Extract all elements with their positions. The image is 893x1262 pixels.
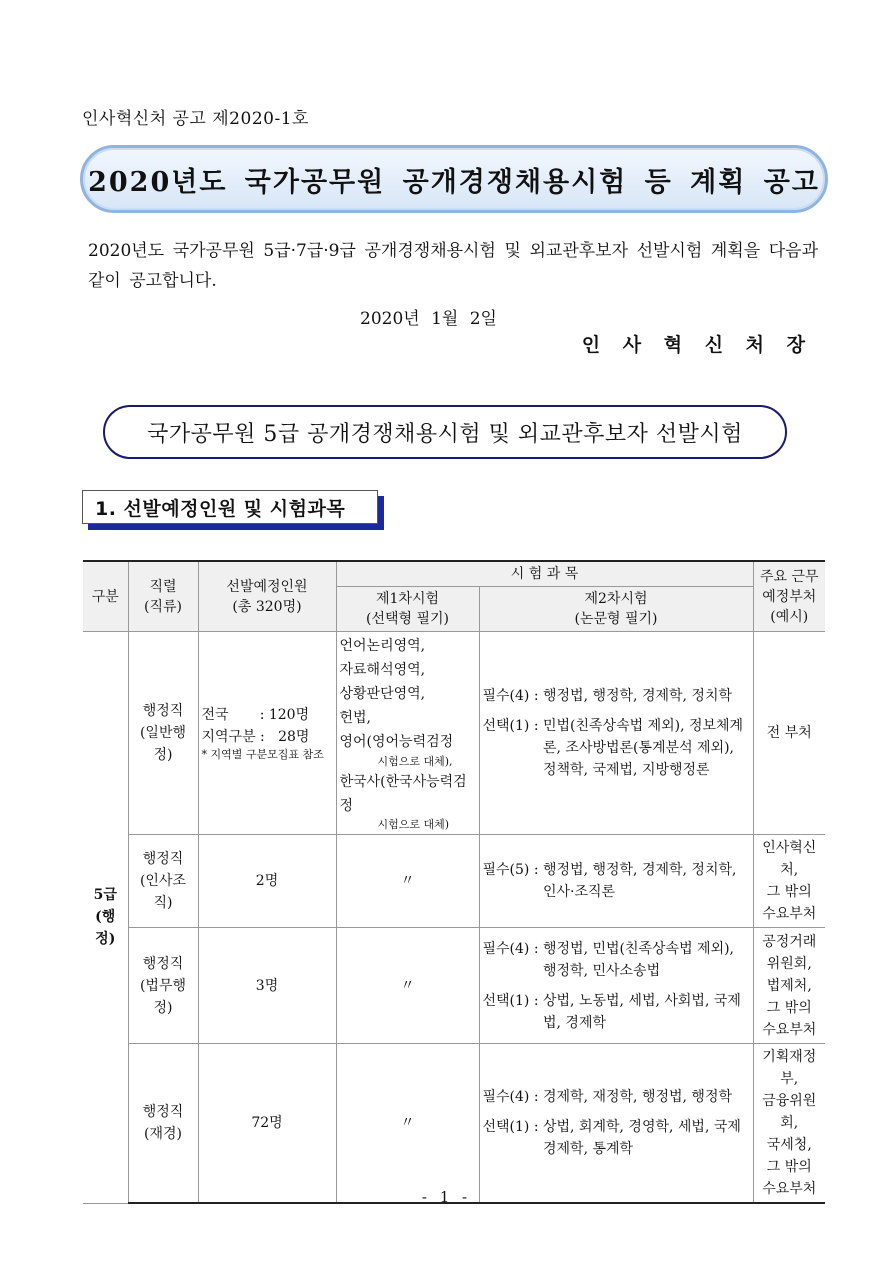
quota-cell: 3명 <box>198 928 336 1044</box>
first-subject-line: 상황판단영역, <box>339 686 426 702</box>
required-list: 행정법, 민법(친족상속법 제외), 행정학, 민사소송법 <box>543 940 735 979</box>
first-subject-line: 시험으로 대체), <box>377 755 453 768</box>
job-sub: (인사조직) <box>139 873 187 911</box>
table-row <box>83 928 825 1044</box>
required-subjects <box>483 1086 750 1108</box>
dept-line: 위원회, <box>766 955 812 972</box>
required-label: 필수(4) : <box>482 940 539 957</box>
job-cell <box>128 1044 198 1204</box>
job-cell <box>128 632 198 835</box>
required-label: 필수(5) : <box>482 862 539 878</box>
second-exam-cell <box>479 835 753 928</box>
grade-label: 5급 <box>93 887 117 904</box>
elective-subjects <box>483 715 750 781</box>
required-subjects <box>483 859 750 903</box>
required-subjects <box>483 685 750 707</box>
dept-cell <box>753 835 825 928</box>
elective-subjects <box>483 990 750 1034</box>
header-second-exam <box>479 587 753 632</box>
dept-line: 금융위원회, <box>762 1093 817 1131</box>
recruitment-table <box>83 560 825 1204</box>
dept-line: 그 밖의 <box>766 1159 812 1175</box>
required-list: 경제학, 재정학, 행정법, 행정학 <box>543 1089 732 1105</box>
first-subject-line: 언어논리영역, <box>339 638 426 654</box>
first-subject-line: 영어(영어능력검정 <box>339 734 454 750</box>
header-subjects: 시 험 과 목 <box>336 561 753 587</box>
second-exam-cell <box>479 928 753 1044</box>
required-label: 필수(4) : <box>482 688 539 704</box>
job-name: 행정직 <box>142 1104 184 1120</box>
header-second-sub: (논문형 필기) <box>574 611 658 627</box>
header-dept-label: 주요 근무 <box>759 568 819 585</box>
dept-line: 인사혁신처, <box>762 840 817 878</box>
elective-label: 선택(1) : <box>482 718 539 734</box>
first-subject-line: 자료해석영역, <box>339 662 426 678</box>
dept-line: 그 밖의 <box>766 884 812 900</box>
header-first-exam <box>336 587 479 632</box>
quota-cell: 72명 <box>198 1044 336 1204</box>
header-quota-label: 선발예정인원 <box>226 578 308 595</box>
table-row <box>83 632 825 835</box>
intro-paragraph: 2020년도 국가공무원 5급·7급·9급 공개경쟁채용시험 및 외교관후보자 선발시험 계획을 다음과 같이 공고합니다. <box>88 241 818 291</box>
ditto-mark: 〃 <box>336 835 479 928</box>
dept-line: 수요부처 <box>762 906 817 922</box>
required-subjects <box>483 938 750 982</box>
elective-list: 상법, 노동법, 세법, 사회법, 국제법, 경제학 <box>543 992 741 1031</box>
dept-line: 수요부처 <box>762 1021 817 1038</box>
subsection-heading-box <box>82 490 378 524</box>
elective-label: 선택(1) : <box>482 992 539 1009</box>
grade-cell <box>83 632 128 1204</box>
required-list: 행정법, 행정학, 경제학, 정치학, 인사·조직론 <box>543 862 737 900</box>
ditto-mark: 〃 <box>336 928 479 1044</box>
dept-line: 공정거래 <box>762 933 817 950</box>
header-quota <box>198 561 336 632</box>
elective-label: 선택(1) : <box>482 1119 539 1135</box>
first-subject-line: 헌법, <box>339 710 371 726</box>
table-row <box>83 835 825 928</box>
job-cell <box>128 928 198 1044</box>
section-title-box <box>103 405 787 459</box>
header-job-label: 직렬 <box>149 578 177 595</box>
quota-note: * 지역별 구분모집표 참조 <box>201 748 324 761</box>
quota-cell: 2명 <box>198 835 336 928</box>
first-exam-cell <box>336 632 479 835</box>
announcement-date: 2020년 1월 2일 <box>360 309 497 329</box>
dept-line: 법제처, <box>766 977 812 994</box>
notice-number: 인사혁신처 공고 제2020-1호 <box>82 109 309 129</box>
header-division: 구분 <box>83 561 128 632</box>
job-name: 행정직 <box>142 851 184 867</box>
first-subject-line: 시험으로 대체) <box>377 818 450 831</box>
required-list: 행정법, 행정학, 경제학, 정치학 <box>543 688 732 704</box>
header-first-label: 제1차시험 <box>375 591 439 607</box>
second-exam-cell <box>479 632 753 835</box>
job-name: 행정직 <box>142 955 184 972</box>
second-exam-cell <box>479 1044 753 1204</box>
quota-cell <box>198 632 336 835</box>
first-subject-line: 한국사(한국사능력검정 <box>339 774 467 814</box>
job-sub: (법무행정) <box>139 977 187 1016</box>
page-number: - 1 - <box>421 1188 472 1206</box>
job-name: 행정직 <box>142 703 184 719</box>
subsection-heading: 1. 선발예정인원 및 시험과목 <box>95 497 346 520</box>
elective-list: 민법(친족상속법 제외), 정보체계론, 조사방법론(통계분석 제외), 정책학, 국제법, 지방행정론 <box>543 718 744 778</box>
dept-cell <box>753 928 825 1044</box>
job-cell <box>128 835 198 928</box>
elective-list: 상법, 회계학, 경영학, 세법, 국제경제학, 통계학 <box>543 1119 741 1157</box>
dept-line: 국세청, <box>766 1137 812 1153</box>
dept-line: 그 밖의 <box>766 999 812 1016</box>
elective-subjects <box>483 1116 750 1160</box>
dept-line: 기획재정부, <box>762 1049 817 1087</box>
header-quota-sub: (총 320명) <box>232 598 302 615</box>
dept-cell <box>753 1044 825 1204</box>
issuer-name: 인 사 혁 신 처 장 <box>581 334 813 356</box>
grade-sub: (행정) <box>95 909 116 948</box>
header-dept-sub: (예시) <box>770 608 809 625</box>
job-sub: (재경) <box>144 1126 182 1142</box>
dept-cell <box>753 632 825 835</box>
announcement-title-box <box>80 145 828 213</box>
section-title: 국가공무원 5급 공개경쟁채용시험 및 외교관후보자 선발시험 <box>147 421 743 447</box>
header-first-sub: (선택형 필기) <box>366 611 449 627</box>
ditto-mark: 〃 <box>336 1044 479 1204</box>
required-label: 필수(4) : <box>482 1089 539 1105</box>
header-dept <box>753 561 825 632</box>
header-second-label: 제2차시험 <box>584 591 648 607</box>
announcement-title: 2020년도 국가공무원 공개경쟁채용시험 등 계획 공고 <box>88 166 820 198</box>
header-job <box>128 561 198 632</box>
header-job-sub: (직류) <box>144 598 182 615</box>
dept-line: 수요부처 <box>762 1181 817 1197</box>
quota-regional: 지역구분 : 28명 <box>201 729 310 745</box>
job-sub: (일반행정) <box>139 725 187 763</box>
quota-nationwide: 전국 : 120명 <box>201 707 310 723</box>
table-header-row <box>83 561 825 587</box>
header-dept-label2: 예정부처 <box>762 588 817 605</box>
dept-line: 전 부처 <box>766 725 812 741</box>
table-row <box>83 1044 825 1204</box>
